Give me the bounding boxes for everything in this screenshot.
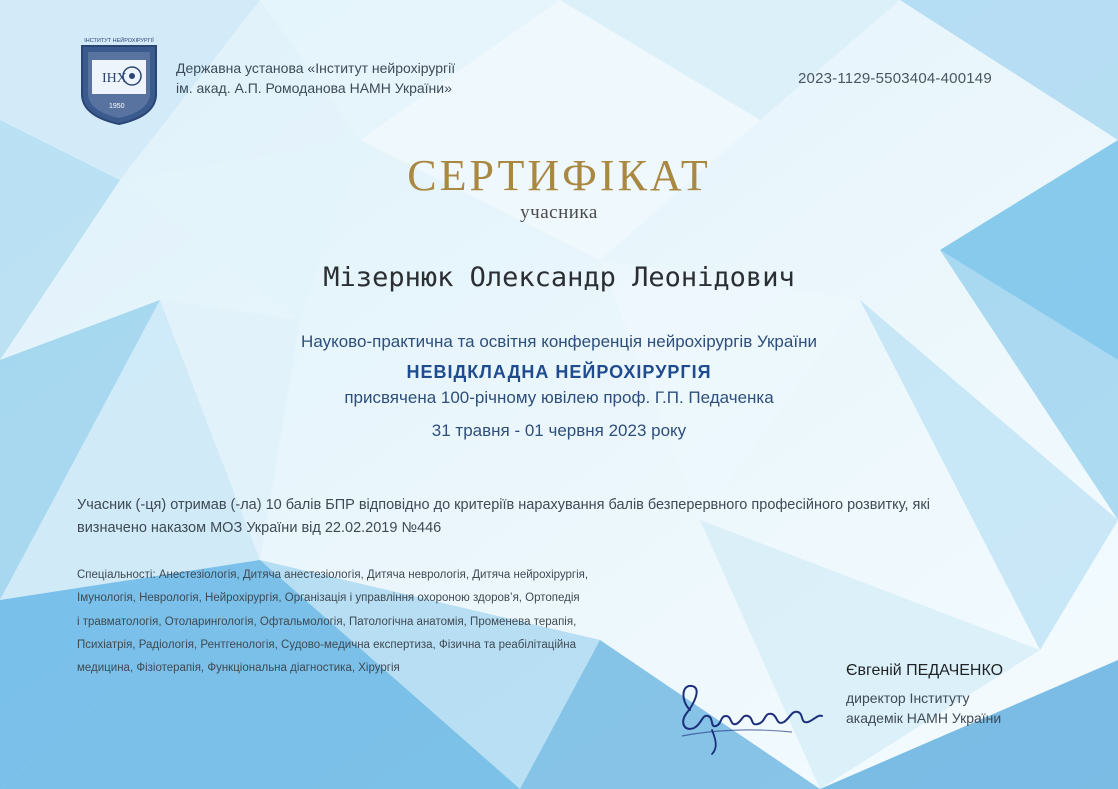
specialties-line: і травматологія, Отоларингологія, Офтальмологія, Патологічна анатомія, Променева терапія, — [77, 615, 577, 628]
specialties-line: медицина, Фізіотерапія, Функціональна діагностика, Хірургія — [77, 662, 400, 675]
svg-text:ІНХ: ІНХ — [102, 71, 127, 86]
svg-text:ІНСТИТУТ НЕЙРОХІРУРГІЇ: ІНСТИТУТ НЕЙРОХІРУРГІЇ — [84, 38, 154, 44]
specialties-list — [77, 564, 652, 680]
conference-dates: 31 травня - 01 червня 2023 року — [431, 421, 687, 440]
institute-logo — [74, 36, 164, 126]
certificate-number: 2023-1129-5503404-400149 — [798, 70, 992, 87]
institution-name — [176, 58, 536, 98]
director-name: Євгеній ПЕДАЧЕНКО — [846, 662, 1004, 679]
certificate-subtitle: учасника — [520, 202, 598, 223]
specialties-line: Психіатрія, Радіологія, Рентгенологія, Судово-медична експертиза, Фізична та реабілітаційна — [77, 638, 577, 651]
conference-title: НЕВІДКЛАДНА НЕЙРОХІРУРГІЯ — [406, 362, 712, 382]
director-signature — [672, 670, 832, 760]
director-title — [846, 688, 1001, 728]
participant-name: Мізернюк Олександр Леонідович — [323, 262, 795, 293]
svg-text:1950: 1950 — [109, 103, 125, 110]
specialties-line: Імунологія, Неврологія, Нейрохірургія, Організація і управління охороною здоров’я, Ортопедія — [77, 592, 580, 605]
institution-line-2: ім. акад. А.П. Ромоданова НАМН України» — [176, 80, 452, 96]
director-title-line-1: директор Інституту — [846, 690, 970, 706]
cpd-line-2: визначено наказом МОЗ України від 22.02.2019 №446 — [77, 520, 442, 536]
conference-dedication: присвячена 100-річному ювілею проф. Г.П. Педаченка — [344, 388, 774, 407]
cpd-statement — [77, 494, 1037, 540]
conference-description: Науково-практична та освітня конференція нейрохірургів України — [301, 332, 817, 351]
institution-line-1: Державна установа «Інститут нейрохірургії — [176, 60, 456, 76]
certificate-title: СЕРТИФІКАТ — [407, 151, 711, 200]
cpd-line-1: Учасник (-ця) отримав (-ла) 10 балів БПР відповідно до критеріїв нарахування балів безперервного професійного розвитку, які — [77, 497, 930, 513]
specialties-line: Спеціальності: Анестезіологія, Дитяча анестезіологія, Дитяча неврологія, Дитяча нейрохірургія, — [77, 569, 589, 581]
director-title-line-2: академік НАМН України — [846, 710, 1002, 726]
